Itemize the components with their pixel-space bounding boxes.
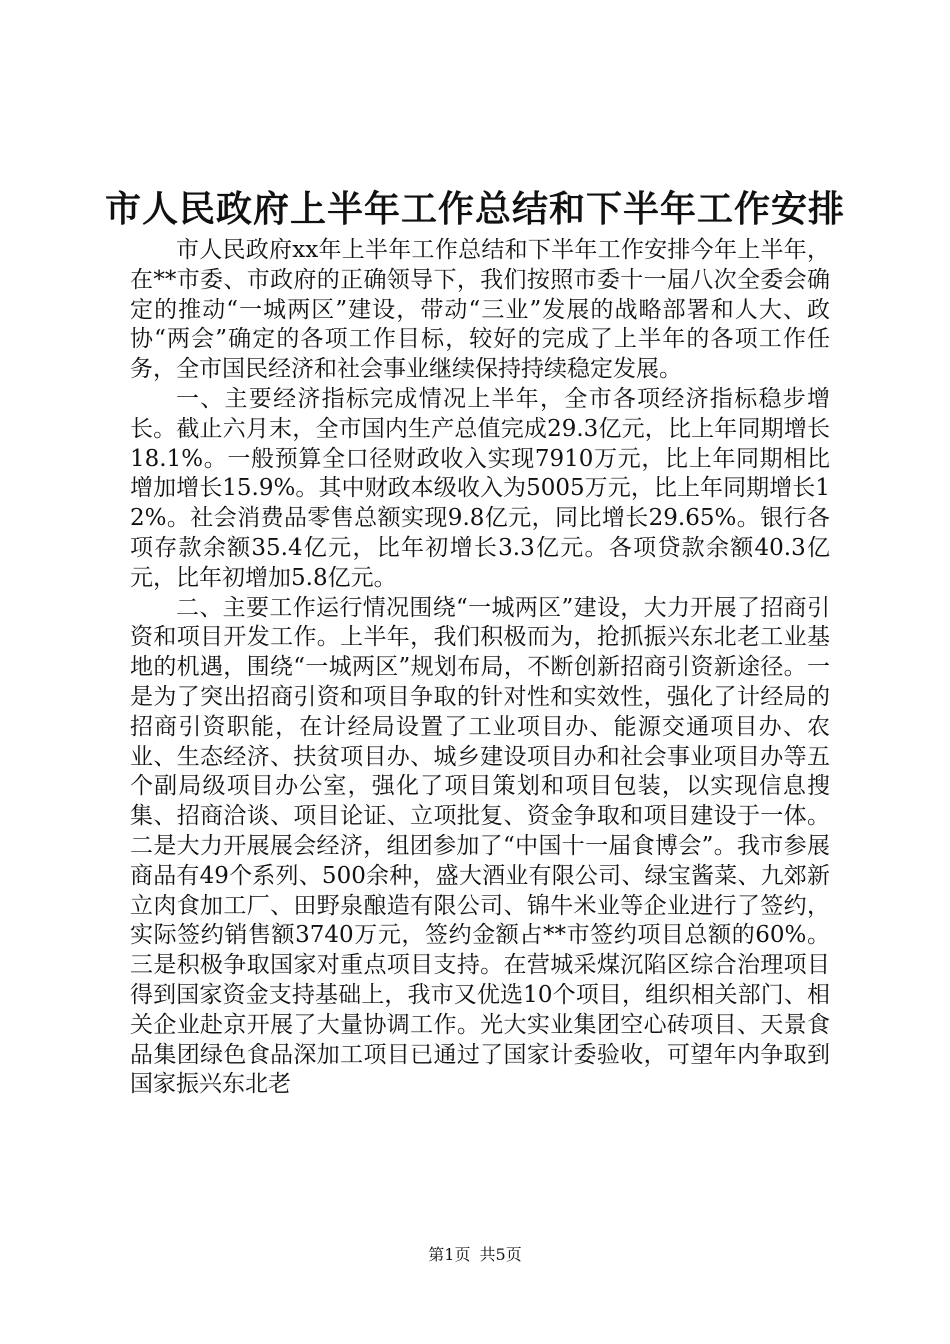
document-title: 市人民政府上半年工作总结和下半年工作安排 [104,188,845,230]
paragraph-work-progress: 二、主要工作运行情况围绕“一城两区”建设，大力开展了招商引资和项目开发工作。上半年，我们积极而为，抢抓振兴东北老工业基地的机遇，围绕“一城两区”规划布局，不断创新招商引资新途径。一是为了突出招商引资和项目争取的针对性和实效性，强化了计经局的招商引资职能，在计经局设置了工业项目办、能源交通项目办、农业、生态经济、扶贫项目办、城乡建设项目办和社会事业项目办等五个副局级项目办公室，强化了项目策划和项目包装，以实现信息搜集、招商洽谈、项目论证、立项批复、资金争取和项目建设于一体。二是大力开展展会经济，组团参加了“中国十一届食博会”。我市参展商品有49个系列、500余种，盛大酒业有限公司、绿宝酱菜、九郊新立肉食加工厂、田野泉酿造有限公司、锦牛米业等企业进行了签约，实际签约销售额3740万元，签约金额占**市签约项目总额的60%。三是积极争取国家对重点项目支持。在营城采煤沉陷区综合治理项目得到国家资金支持基础上，我市又优选10个项目，组织相关部门、相关企业赴京开展了大量协调工作。光大实业集团空心砖项目、天景食品集团绿色食品深加工项目已通过了国家计委验收，可望年内争取到国家振兴东北老 [130,594,830,1098]
page-total: 共5页 [479,1245,522,1264]
paragraph-economic-indicators: 一、主要经济指标完成情况上半年，全市各项经济指标稳步增长。截止六月末，全市国内生产总值完成29.3亿元，比上年同期增长18.1%。一般预算全口径财政收入实现7910万元，比上年同期相比增加增长15.9%。其中财政本级收入为5005万元，比上年同期增长12%。社会消费品零售总额实现9.8亿元，同比增长29.65%。银行各项存款余额35.4亿元，比年初增长3.3亿元。各项贷款余额40.3亿元，比年初增加5.8亿元。 [130,385,830,591]
page-footer [0,1243,950,1267]
page-number: 第1页 [428,1245,471,1264]
document-body [130,236,830,1100]
paragraph-intro: 市人民政府xx年上半年工作总结和下半年工作安排今年上半年，在**市委、市政府的正确领导下，我们按照市委十一届八次全委会确定的推动“一城两区”建设，带动“三业”发展的战略部署和人大、政协“两会”确定的各项工作目标，较好的完成了上半年的各项工作任务，全市国民经济和社会事业继续保持持续稳定发展。 [130,237,830,383]
